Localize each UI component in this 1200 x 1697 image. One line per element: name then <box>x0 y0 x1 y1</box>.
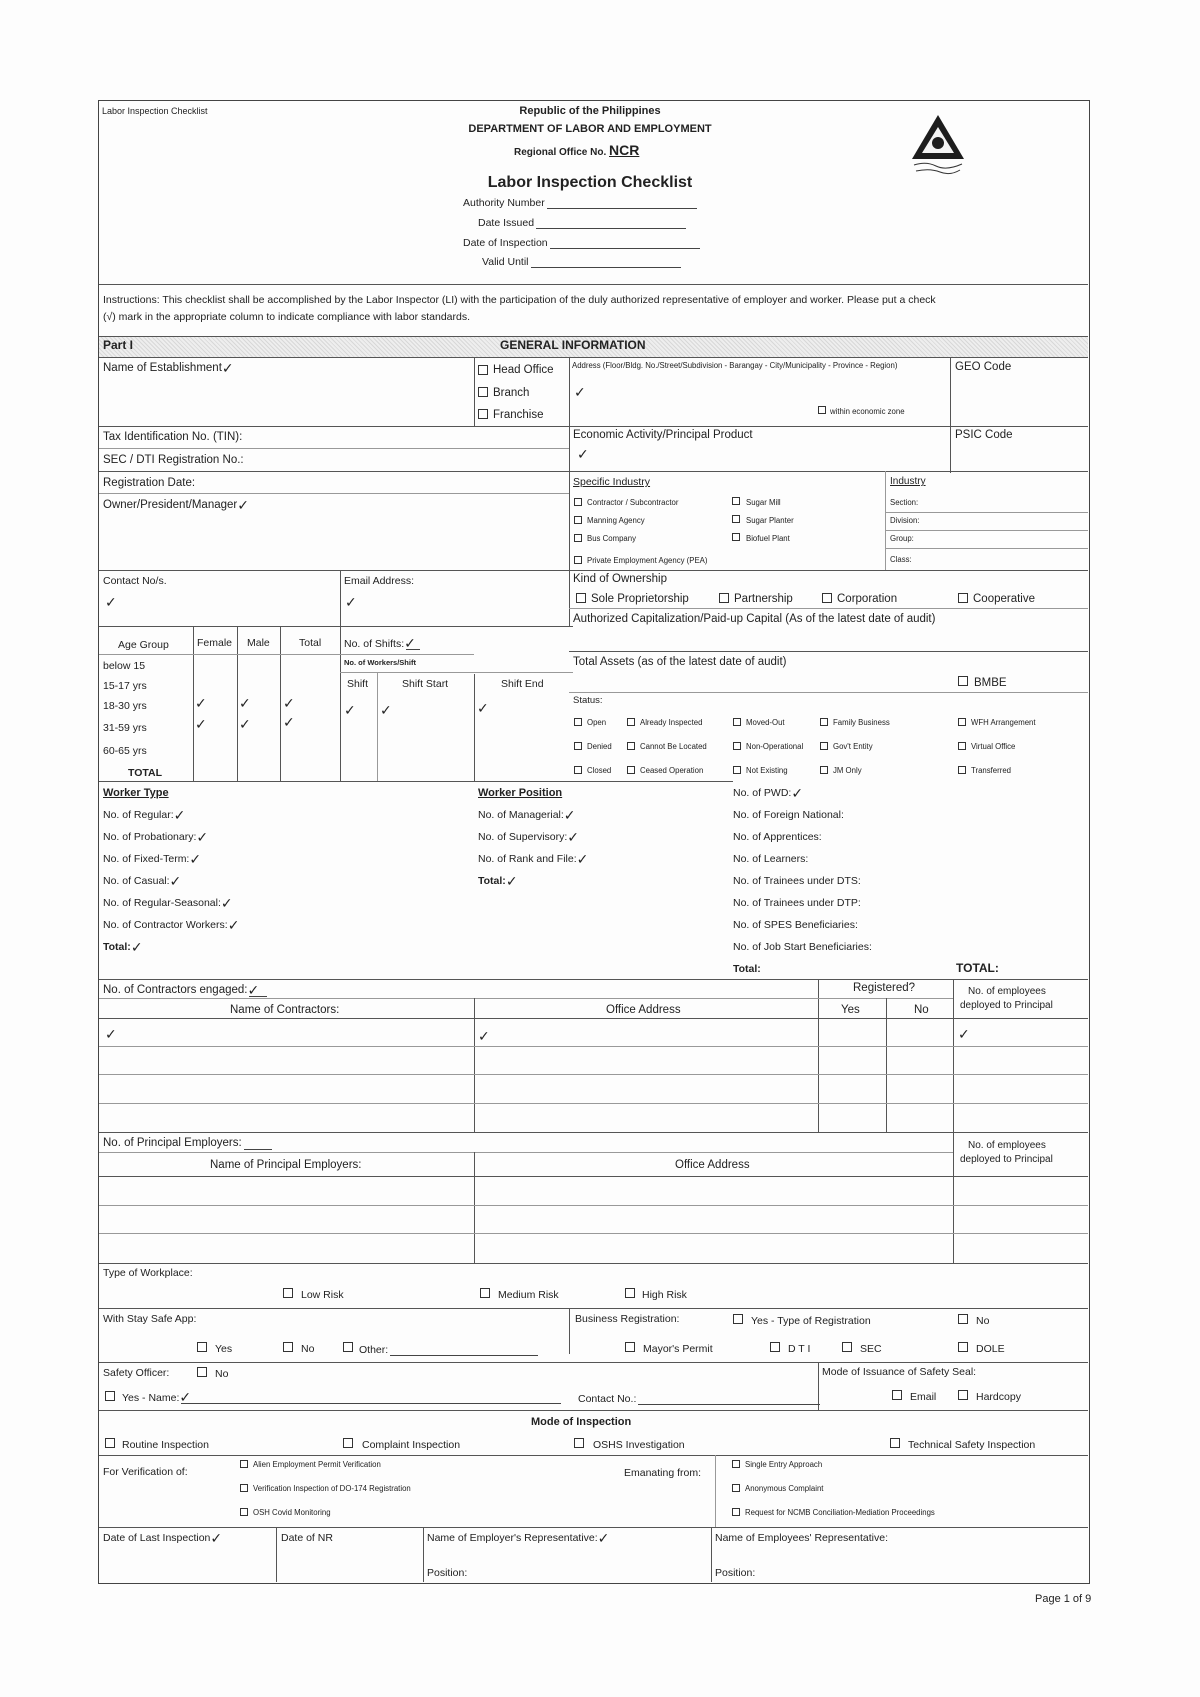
routine-inspection-label: Routine Inspection <box>122 1439 209 1451</box>
status-non-operational-label: Non-Operational <box>746 742 804 751</box>
bmbe-checkbox[interactable] <box>958 676 968 686</box>
safety-officer-yes-checkbox[interactable] <box>105 1391 115 1401</box>
republic-heading: Republic of the Philippines <box>519 105 661 117</box>
trainees-dts-field: No. of Trainees under DTS: <box>733 875 861 887</box>
medium-risk-label: Medium Risk <box>498 1289 559 1301</box>
anonymous-complaint-label: Anonymous Complaint <box>745 1484 824 1493</box>
dti-label: D T I <box>788 1343 811 1355</box>
do174-checkbox[interactable] <box>240 1484 248 1492</box>
shift-check: ✓ <box>344 703 356 719</box>
head-office-label: Head Office <box>493 364 554 376</box>
worker-type-total: Total: ✓ <box>103 940 143 956</box>
status-transferred-label: Transferred <box>971 766 1012 775</box>
managerial-field: No. of Managerial: ✓ <box>478 808 576 824</box>
emanating-label: Emanating from: <box>624 1467 702 1479</box>
fixed-term-field: No. of Fixed-Term: ✓ <box>103 852 202 868</box>
stay-safe-label: With Stay Safe App: <box>103 1313 197 1325</box>
tin-label: Tax Identification No. (TIN): <box>103 431 243 443</box>
spes-field: No. of SPES Beneficiaries: <box>733 919 858 931</box>
complaint-inspection-checkbox[interactable] <box>343 1438 353 1448</box>
registration-no-checkbox[interactable] <box>958 1314 968 1324</box>
status-virtual-office-checkbox[interactable] <box>958 742 966 750</box>
age-row-total: TOTAL <box>128 767 163 779</box>
cooperative-checkbox[interactable] <box>958 593 968 603</box>
total-31-59-check: ✓ <box>283 715 295 731</box>
dti-checkbox[interactable] <box>770 1342 780 1352</box>
female-18-30-check: ✓ <box>195 696 207 712</box>
status-wfh-label: WFH Arrangement <box>971 718 1036 727</box>
principal-deployed-header-2: deployed to Principal <box>960 1154 1053 1165</box>
alien-permit-checkbox[interactable] <box>240 1460 248 1468</box>
worker-position-label: Worker Position <box>478 787 563 799</box>
instructions-line-1: Instructions: This checklist shall be accomplished by the Labor Inspector (LI) with the participation of the duly authorized representative of employer and worker. Please put a check <box>103 294 936 306</box>
contractor-address-header: Office Address <box>606 1004 681 1016</box>
ncmb-request-checkbox[interactable] <box>732 1508 740 1516</box>
complaint-inspection-label: Complaint Inspection <box>362 1439 461 1451</box>
section-title: GENERAL INFORMATION <box>500 338 646 352</box>
registration-yes-checkbox[interactable] <box>733 1314 743 1324</box>
registered-header: Registered? <box>853 982 916 994</box>
safety-officer-no-label: No <box>215 1368 229 1380</box>
manning-agency-label: Manning Agency <box>587 516 645 525</box>
worker-position-total: Total: ✓ <box>478 874 518 890</box>
psic-code-label: PSIC Code <box>955 429 1013 441</box>
franchise-checkbox[interactable] <box>478 409 488 419</box>
dole-checkbox[interactable] <box>958 1342 968 1352</box>
sec-dti-label: SEC / DTI Registration No.: <box>103 454 244 466</box>
status-open-checkbox[interactable] <box>574 718 582 726</box>
status-family-business-checkbox[interactable] <box>820 718 828 726</box>
verification-label: For Verification of: <box>103 1466 188 1478</box>
sugar-planter-checkbox[interactable] <box>732 515 740 523</box>
industry-label: Industry <box>890 476 926 487</box>
stay-safe-no-checkbox[interactable] <box>283 1342 293 1352</box>
sec-label: SEC <box>860 1343 882 1355</box>
status-closed-label: Closed <box>587 766 612 775</box>
contractor-name-header: Name of Contractors: <box>230 1004 340 1016</box>
sugar-planter-label: Sugar Planter <box>746 516 794 525</box>
contractor-name-check: ✓ <box>105 1027 117 1043</box>
osh-covid-checkbox[interactable] <box>240 1508 248 1516</box>
ecozone-checkbox[interactable] <box>818 406 826 414</box>
specific-industry-label: Specific Industry <box>573 476 651 488</box>
oshs-investigation-label: OSHS Investigation <box>593 1439 685 1451</box>
female-31-59-check: ✓ <box>195 717 207 733</box>
mayors-permit-checkbox[interactable] <box>625 1342 635 1352</box>
age-row-31-59: 31-59 yrs <box>103 722 147 734</box>
workers-per-shift-label: No. of Workers/Shift <box>344 658 416 667</box>
status-jm-only-checkbox[interactable] <box>820 766 828 774</box>
status-label: Status: <box>573 695 603 706</box>
male-18-30-check: ✓ <box>239 696 251 712</box>
dole-logo <box>908 113 968 175</box>
status-govt-entity-checkbox[interactable] <box>820 742 828 750</box>
single-entry-label: Single Entry Approach <box>745 1460 823 1469</box>
ncmb-request-label: Request for NCMB Conciliation-Mediation Proceedings <box>745 1508 935 1517</box>
branch-checkbox[interactable] <box>478 387 488 397</box>
contractor-checkbox[interactable] <box>574 498 582 506</box>
date-of-nr-label: Date of NR <box>281 1532 333 1544</box>
head-office-checkbox[interactable] <box>478 365 488 375</box>
contractor-label: Contractor / Subcontractor <box>587 498 679 507</box>
contractor-deployed-check: ✓ <box>958 1027 970 1043</box>
sugar-mill-label: Sugar Mill <box>746 498 781 507</box>
mode-of-inspection-label: Mode of Inspection <box>531 1416 632 1428</box>
status-denied-checkbox[interactable] <box>574 742 582 750</box>
principal-deployed-header-1: No. of employees <box>968 1140 1046 1151</box>
status-open-label: Open <box>587 718 607 727</box>
date-of-inspection-field[interactable]: Date of Inspection <box>463 236 700 249</box>
probationary-field: No. of Probationary: ✓ <box>103 830 209 846</box>
age-group-header: Age Group <box>118 639 169 651</box>
pea-checkbox[interactable] <box>574 556 582 564</box>
registered-no-header: No <box>914 1004 929 1016</box>
sole-proprietorship-label: Sole Proprietorship <box>591 593 689 605</box>
regional-office-label: Regional Office No. NCR <box>514 142 640 158</box>
anonymous-complaint-checkbox[interactable] <box>732 1484 740 1492</box>
single-entry-checkbox[interactable] <box>732 1460 740 1468</box>
technical-safety-checkbox[interactable] <box>890 1438 900 1448</box>
corporation-label: Corporation <box>837 593 898 605</box>
shift-end-check: ✓ <box>477 701 489 717</box>
partnership-checkbox[interactable] <box>719 593 729 603</box>
status-non-operational-checkbox[interactable] <box>733 742 741 750</box>
business-registration-label: Business Registration: <box>575 1313 680 1325</box>
safety-contact-field[interactable]: Contact No.: <box>578 1392 820 1405</box>
principal-address-header: Office Address <box>675 1159 750 1171</box>
address-check: ✓ <box>574 385 586 401</box>
seal-hardcopy-checkbox[interactable] <box>958 1390 968 1400</box>
regular-field: No. of Regular: ✓ <box>103 808 186 824</box>
trainees-dtp-field: No. of Trainees under DTP: <box>733 897 861 909</box>
division-field: Division: <box>890 516 920 525</box>
capitalization-label: Authorized Capitalization/Paid-up Capital (As of the latest date of audit) <box>573 613 936 625</box>
status-cannot-locate-label: Cannot Be Located <box>640 742 707 751</box>
other-workers-total: Total: <box>733 963 761 975</box>
dole-label: DOLE <box>976 1343 1005 1355</box>
supervisory-field: No. of Supervisory: ✓ <box>478 830 580 846</box>
cooperative-label: Cooperative <box>973 593 1036 605</box>
stay-safe-yes-checkbox[interactable] <box>197 1342 207 1352</box>
apprentices-field: No. of Apprentices: <box>733 831 822 843</box>
stay-safe-no-label: No <box>301 1343 315 1355</box>
branch-label: Branch <box>493 387 530 399</box>
sec-checkbox[interactable] <box>842 1342 852 1352</box>
email-label: Email Address: <box>344 575 415 587</box>
status-not-existing-checkbox[interactable] <box>733 766 741 774</box>
male-header: Male <box>247 637 270 649</box>
high-risk-label: High Risk <box>642 1289 687 1301</box>
safety-officer-name-field[interactable]: Yes - Name: ✓ <box>122 1391 561 1404</box>
address-label: Address (Floor/Bldg. No./Street/Subdivision - Barangay - City/Municipality - Province - Region) <box>572 361 898 370</box>
workplace-type-label: Type of Workplace: <box>103 1267 193 1279</box>
economic-activity-label: Economic Activity/Principal Product <box>573 429 753 441</box>
establishment-name-label: Name of Establishment ✓ <box>103 361 234 377</box>
pea-label: Private Employment Agency (PEA) <box>587 556 708 565</box>
valid-until-field[interactable]: Valid Until <box>482 255 681 268</box>
registered-yes-header: Yes <box>841 1004 860 1016</box>
worker-type-label: Worker Type <box>103 787 169 799</box>
age-row-below-15: below 15 <box>103 660 146 672</box>
page-number: Page 1 of 9 <box>1035 1593 1092 1605</box>
ecozone-label: within economic zone <box>830 407 905 416</box>
status-closed-checkbox[interactable] <box>574 766 582 774</box>
age-row-60-65: 60-65 yrs <box>103 745 147 757</box>
contact-label: Contact No/s. <box>103 575 167 587</box>
routine-inspection-checkbox[interactable] <box>105 1438 115 1448</box>
biofuel-plant-checkbox[interactable] <box>732 533 740 541</box>
status-ceased-checkbox[interactable] <box>627 766 635 774</box>
alien-permit-label: Alien Employment Permit Verification <box>253 1460 381 1469</box>
status-moved-out-label: Moved-Out <box>746 718 785 727</box>
regular-seasonal-field: No. of Regular-Seasonal: ✓ <box>103 896 233 912</box>
status-govt-entity-label: Gov't Entity <box>833 742 873 751</box>
contractors-engaged-field: No. of Contractors engaged: ✓ <box>103 984 267 997</box>
date-issued-field[interactable]: Date Issued <box>478 216 686 229</box>
age-row-18-30: 18-30 yrs <box>103 700 147 712</box>
status-already-inspected-label: Already Inspected <box>640 718 703 727</box>
shift-header: Shift <box>347 678 369 690</box>
regional-office-value: NCR <box>609 142 640 158</box>
email-check: ✓ <box>345 595 357 611</box>
pwd-field: No. of PWD: ✓ <box>733 786 804 802</box>
principal-count-field: No. of Principal Employers: <box>103 1137 272 1150</box>
last-inspection-label: Date of Last Inspection ✓ <box>103 1531 223 1547</box>
contractor-address-check: ✓ <box>478 1029 490 1045</box>
part-label: Part I <box>103 338 134 352</box>
seal-hardcopy-label: Hardcopy <box>976 1391 1021 1403</box>
franchise-label: Franchise <box>493 409 544 421</box>
job-start-field: No. of Job Start Beneficiaries: <box>733 941 872 953</box>
oshs-investigation-checkbox[interactable] <box>574 1438 584 1448</box>
instructions-line-2: (√) mark in the appropriate column to indicate compliance with labor standards. <box>103 311 471 323</box>
male-31-59-check: ✓ <box>239 717 251 733</box>
learners-field: No. of Learners: <box>733 853 809 865</box>
group-field: Group: <box>890 534 914 543</box>
stay-safe-other-checkbox[interactable] <box>343 1342 353 1352</box>
status-moved-out-checkbox[interactable] <box>733 718 741 726</box>
class-field: Class: <box>890 555 912 564</box>
safety-officer-no-checkbox[interactable] <box>197 1367 207 1377</box>
corner-label: Labor Inspection Checklist <box>102 106 208 116</box>
female-header: Female <box>197 637 233 649</box>
contractor-workers-field: No. of Contractor Workers: ✓ <box>103 918 240 934</box>
stay-safe-other-field[interactable]: Other: <box>359 1343 538 1356</box>
foreign-national-field: No. of Foreign National: <box>733 809 844 821</box>
osh-covid-label: OSH Covid Monitoring <box>253 1508 331 1517</box>
shift-end-header: Shift End <box>501 678 544 690</box>
shift-start-header: Shift Start <box>402 678 449 690</box>
total-header: Total <box>299 637 322 649</box>
bus-company-checkbox[interactable] <box>574 534 582 542</box>
status-cannot-locate-checkbox[interactable] <box>627 742 635 750</box>
status-ceased-label: Ceased Operation <box>640 766 704 775</box>
geo-code-label: GEO Code <box>955 361 1012 373</box>
no-of-shifts-label: No. of Shifts: ✓ <box>344 637 420 650</box>
biofuel-plant-label: Biofuel Plant <box>746 534 790 543</box>
department-heading: DEPARTMENT OF LABOR AND EMPLOYMENT <box>468 123 712 135</box>
registration-yes-label: Yes - Type of Registration <box>751 1315 871 1327</box>
safety-officer-label: Safety Officer: <box>103 1367 170 1379</box>
economic-activity-check: ✓ <box>577 447 589 463</box>
partnership-label: Partnership <box>734 593 793 605</box>
page-title: Labor Inspection Checklist <box>487 174 693 191</box>
contractor-deployed-header-1: No. of employees <box>968 986 1046 997</box>
age-row-15-17: 15-17 yrs <box>103 680 147 692</box>
high-risk-checkbox[interactable] <box>625 1288 635 1298</box>
employee-rep-position: Position: <box>715 1567 756 1579</box>
registration-date-label: Registration Date: <box>103 477 196 489</box>
employer-rep-position: Position: <box>427 1567 468 1579</box>
total-18-30-check: ✓ <box>283 696 295 712</box>
grand-total-label: TOTAL: <box>956 961 999 975</box>
casual-field: No. of Casual: ✓ <box>103 874 182 890</box>
section-field: Section: <box>890 498 919 507</box>
owner-label: Owner/President/Manager ✓ <box>103 498 249 514</box>
technical-safety-label: Technical Safety Inspection <box>908 1439 1036 1451</box>
low-risk-checkbox[interactable] <box>283 1288 293 1298</box>
contact-check: ✓ <box>105 595 117 611</box>
seal-mode-label: Mode of Issuance of Safety Seal: <box>822 1366 977 1378</box>
seal-email-label: Email <box>910 1391 937 1403</box>
sole-proprietorship-checkbox[interactable] <box>576 593 586 603</box>
shift-start-check: ✓ <box>380 703 392 719</box>
stay-safe-yes-label: Yes <box>215 1343 233 1355</box>
status-not-existing-label: Not Existing <box>746 766 788 775</box>
bus-company-label: Bus Company <box>587 534 636 543</box>
ownership-label: Kind of Ownership <box>573 573 667 585</box>
status-already-inspected-checkbox[interactable] <box>627 718 635 726</box>
corporation-checkbox[interactable] <box>822 593 832 603</box>
status-wfh-checkbox[interactable] <box>958 718 966 726</box>
seal-email-checkbox[interactable] <box>892 1390 902 1400</box>
sugar-mill-checkbox[interactable] <box>732 497 740 505</box>
contractor-deployed-header-2: deployed to Principal <box>960 1000 1053 1011</box>
status-virtual-office-label: Virtual Office <box>971 742 1016 751</box>
bmbe-label: BMBE <box>974 677 1007 689</box>
status-jm-only-label: JM Only <box>833 766 862 775</box>
total-assets-label: Total Assets (as of the latest date of audit) <box>573 656 787 668</box>
status-transferred-checkbox[interactable] <box>958 766 966 774</box>
status-denied-label: Denied <box>587 742 612 751</box>
medium-risk-checkbox[interactable] <box>480 1288 490 1298</box>
authority-number-field[interactable]: Authority Number <box>463 196 697 209</box>
do174-label: Verification Inspection of DO-174 Registration <box>253 1484 411 1493</box>
registration-no-label: No <box>976 1315 990 1327</box>
principal-name-header: Name of Principal Employers: <box>210 1159 362 1171</box>
manning-agency-checkbox[interactable] <box>574 516 582 524</box>
rank-and-file-field: No. of Rank and File: ✓ <box>478 852 589 868</box>
status-family-business-label: Family Business <box>833 718 890 727</box>
low-risk-label: Low Risk <box>301 1289 344 1301</box>
mayors-permit-label: Mayor's Permit <box>643 1343 713 1355</box>
employer-rep-label: Name of Employer's Representative: ✓ <box>427 1531 610 1547</box>
employee-rep-label: Name of Employees' Representative: <box>715 1532 889 1544</box>
